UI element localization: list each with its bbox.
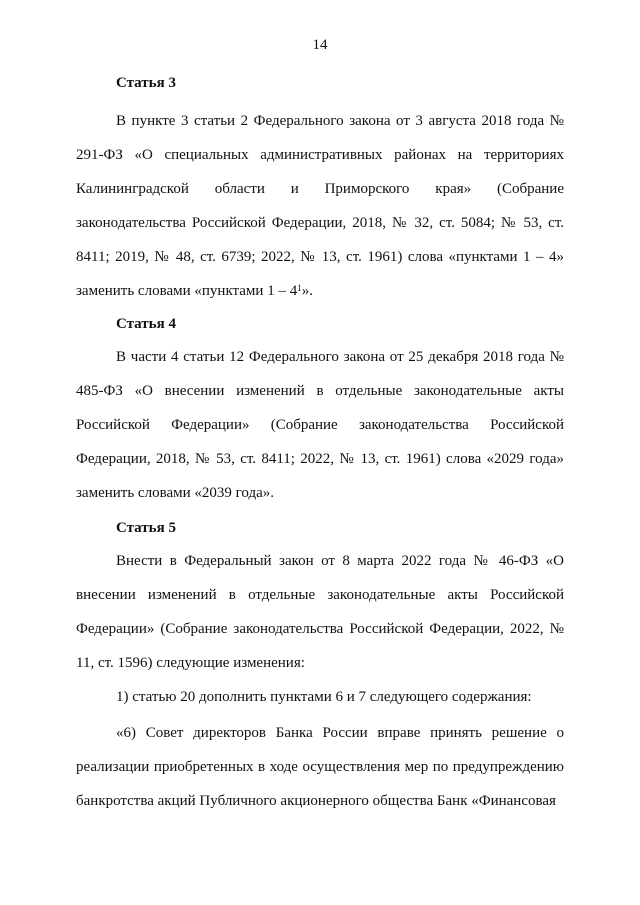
- article-5-item-1: 1) статью 20 дополнить пунктами 6 и 7 следующего содержания:: [116, 689, 532, 705]
- page-number: 14: [312, 37, 328, 53]
- article-4-text: В части 4 статьи 12 Федерального закона от 25 декабря 2018 года № 485-ФЗ «О внесении изменений в отдельные законодательные акты Российской Федерации» (Собрание законодательства Российской Федерации, 2018, № 53, ст. 8411; 2022, № 13, ст. 1961) слова «2029 года» заменить словами «2039 года».: [76, 349, 564, 501]
- article-4-title: Статья 4: [116, 316, 176, 332]
- article-3-text-main: В пункте 3 статьи 2 Федерального закона от 3 августа 2018 года № 291-ФЗ «О специальных административных районах на территориях Калининградской области и Приморского края» (Собрание законодательства Российской Федерации, 2018, № 32, ст. 5084; № 53, ст. 8411; 2019, № 48, ст. 6739; 2022, № 13, ст. 1961) слова «пунктами 1 – 4» заменить словами «пунктами 1 – 4: [76, 113, 564, 299]
- article-3-superscript: 1: [297, 283, 302, 293]
- article-3-text-end: ».: [301, 283, 313, 299]
- article-3-text: [76, 104, 564, 308]
- article-5-intro: Внести в Федеральный закон от 8 марта 2022 года № 46-ФЗ «О внесении изменений в отдельные законодательные акты Российской Федерации» (Собрание законодательства Российской Федерации, 2022, № 11, ст. 1596) следующие изменения:: [76, 553, 564, 671]
- article-3-title: Статья 3: [116, 75, 176, 91]
- article-5-title: Статья 5: [116, 520, 176, 536]
- article-5-item-6: «6) Совет директоров Банка России вправе принять решение о реализации приобретенных в ходе осуществления мер по предупреждению банкротства акций Публичного акционерного общества Банк «Финансовая: [76, 725, 564, 809]
